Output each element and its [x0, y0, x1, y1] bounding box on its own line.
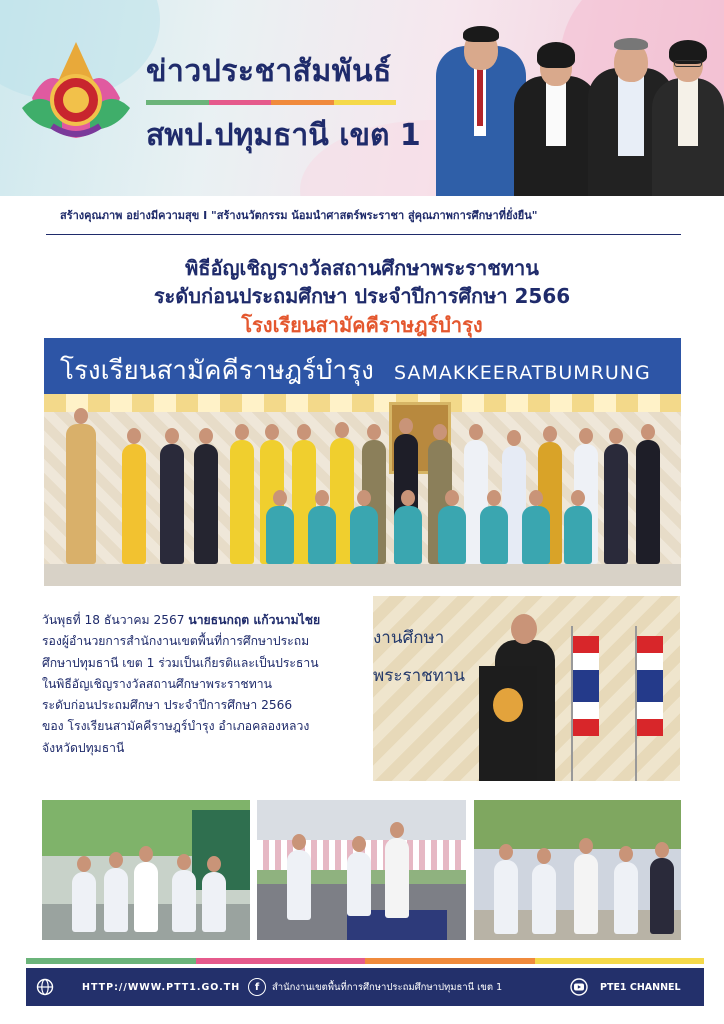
guest-figure: [636, 440, 660, 564]
dancer-figure: [308, 506, 336, 564]
executive-photo-2: [514, 36, 598, 196]
header-subtitle: สพป.ปทุมธานี เขต 1: [146, 118, 421, 153]
footer-color-stripe: [26, 958, 704, 964]
article-line: จังหวัดปทุมธานี: [42, 740, 125, 755]
speaker-head: [511, 614, 537, 644]
article-line: ของ โรงเรียนสามัคคีราษฎร์บำรุง อำเภอคลองหลวง: [42, 719, 310, 734]
header-title: ข่าวประชาสัมพันธ์: [146, 54, 392, 89]
floor: [44, 564, 681, 586]
dancer-figure: [438, 506, 466, 564]
guest-figure: [122, 444, 146, 564]
office-emblem-logo: [22, 38, 130, 150]
article-person-name: นายธนกฤต แก้วนามไชย: [188, 613, 321, 627]
youtube-channel-name[interactable]: PTE1 CHANNEL: [600, 981, 681, 993]
header-banner: [0, 0, 724, 196]
dancer-figure: [564, 506, 592, 564]
guest-figure: [604, 444, 628, 564]
globe-icon: [36, 978, 54, 996]
youtube-icon: [570, 978, 588, 996]
headline-line-1: พิธีอัญเชิญรางวัลสถานศึกษาพระราชทาน: [185, 256, 539, 280]
dancer-figure: [522, 506, 550, 564]
slogan-text: สร้างคุณภาพ อย่างมีความสุข I "สร้างนวัตกรรม น้อมนำศาสตร์พระราชา สู่คุณภาพการศึกษาที่ยั่งยืน": [60, 209, 538, 222]
article-line: ระดับก่อนประถมศึกษา ประจำปีการศึกษา 2566: [42, 698, 293, 713]
guest-figure: [66, 424, 96, 564]
thai-flag: [637, 636, 663, 736]
divider: [46, 234, 681, 235]
executive-photo-1: [436, 16, 526, 196]
procession-photo-2: [257, 800, 466, 940]
article-line: รองผู้อำนวยการสำนักงานเขตพื้นที่การศึกษาประถม: [42, 634, 310, 649]
footer-facebook[interactable]: [248, 968, 502, 1006]
group-ceremony-photo: [44, 338, 681, 586]
article-body: [42, 610, 362, 759]
procession-photo-3: [474, 800, 681, 940]
podium-emblem: [493, 688, 523, 722]
footer-bar: [26, 968, 704, 1006]
backdrop-text: งานศึกษา: [373, 628, 445, 648]
banner-thai-text: โรงเรียนสามัคคีราษฎร์บำรุง: [60, 356, 374, 386]
facebook-page-name[interactable]: สำนักงานเขตพื้นที่การศึกษาประถมศึกษาปทุมธานี เขต 1: [272, 981, 503, 993]
guest-figure: [194, 444, 218, 564]
backdrop-text: พระราชทาน: [373, 666, 466, 686]
procession-photo-1: [42, 800, 250, 940]
header-color-stripe: [146, 100, 396, 105]
headline-line-2: ระดับก่อนประถมศึกษา ประจำปีการศึกษา 2566: [153, 284, 571, 308]
footer-youtube[interactable]: [570, 968, 681, 1006]
facebook-icon: f: [248, 978, 266, 996]
article-first-line: [42, 610, 362, 631]
dancer-figure: [350, 506, 378, 564]
executive-photo-4: [652, 32, 724, 196]
podium: [479, 666, 537, 781]
headline-school-name: โรงเรียนสามัคคีราษฎร์บำรุง: [241, 313, 483, 337]
article-line: ศึกษาปทุมธานี เขต 1 ร่วมเป็นเกียรติและเป็นประธาน: [42, 655, 319, 670]
guest-figure: [230, 440, 254, 564]
website-link[interactable]: HTTP://WWW.PTT1.GO.TH: [82, 981, 241, 993]
speaker-photo: [373, 596, 680, 781]
flower-garland: [44, 394, 681, 412]
school-name-banner: [44, 338, 681, 394]
article-line: ในพิธีอัญเชิญรางวัลสถานศึกษาพระราชทาน: [42, 676, 272, 691]
guest-figure: [160, 444, 184, 564]
footer-website[interactable]: [36, 968, 240, 1006]
article-date: วันพุธที่ 18 ธันวาคม 2567: [42, 613, 185, 627]
banner-english-text: SAMAKKEERATBUMRUNG: [394, 362, 651, 384]
dancer-figure: [480, 506, 508, 564]
thai-flag: [573, 636, 599, 736]
dancer-figure: [266, 506, 294, 564]
dancer-figure: [394, 506, 422, 564]
